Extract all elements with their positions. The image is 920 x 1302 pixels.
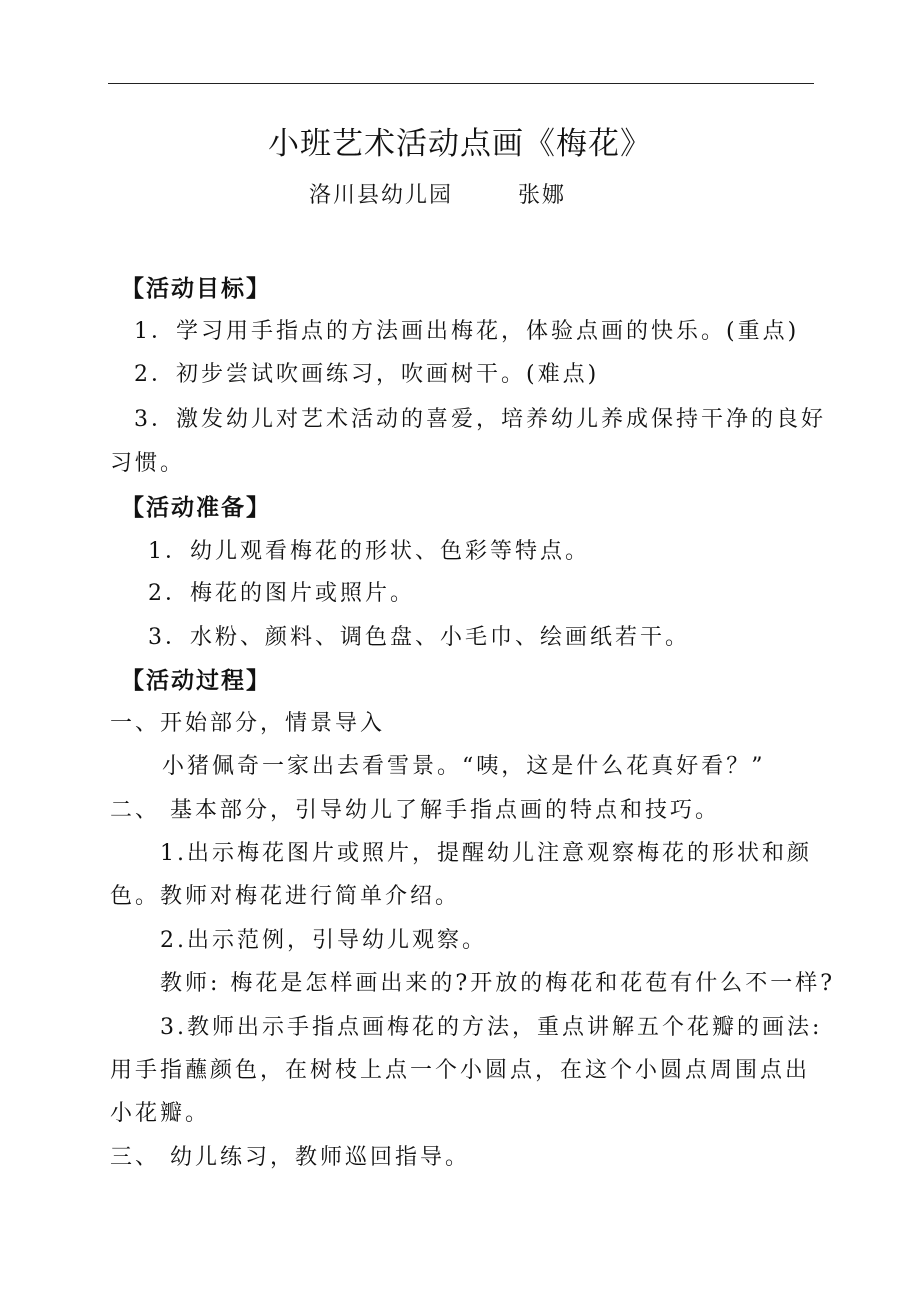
process-line-7: 教师: 梅花是怎样画出来的?开放的梅花和花苞有什么不一样?	[160, 971, 835, 996]
section-heading-preparation: 【活动准备】	[121, 494, 271, 521]
goal-item-2: 2．初步尝试吹画练习，吹画树干。(难点)	[134, 362, 600, 387]
process-line-3: 二、 基本部分，引导幼儿了解手指点画的特点和技巧。	[110, 798, 720, 823]
goal-item-3-continued: 习惯。	[110, 451, 186, 476]
document-title: 小班艺术活动点画《梅花》	[268, 126, 652, 162]
header-rule	[108, 83, 814, 84]
process-line-9: 用手指蘸颜色，在树枝上点一个小圆点，在这个小圆点周围点出	[110, 1058, 811, 1083]
author-name: 张娜	[518, 183, 567, 208]
prep-item-3: 3．水粉、颜料、调色盘、小毛巾、绘画纸若干。	[148, 625, 690, 650]
author-organization: 洛川县幼儿园	[309, 183, 454, 208]
prep-item-2: 2．梅花的图片或照片。	[148, 581, 415, 606]
process-line-10: 小花瓣。	[110, 1101, 211, 1126]
process-line-4: 1.出示梅花图片或照片，提醒幼儿注意观察梅花的形状和颜	[160, 841, 812, 866]
process-line-5: 色。教师对梅花进行简单介绍。	[110, 884, 461, 909]
goal-item-1: 1．学习用手指点的方法画出梅花，体验点画的快乐。(重点)	[134, 319, 800, 344]
process-line-8: 3.教师出示手指点画梅花的方法，重点讲解五个花瓣的画法:	[160, 1015, 823, 1040]
goal-item-3: 3．激发幼儿对艺术活动的喜爱，培养幼儿养成保持干净的良好	[134, 407, 826, 432]
section-heading-process: 【活动过程】	[121, 667, 271, 694]
process-line-2: 小猪佩奇一家出去看雪景。“咦，这是什么花真好看？”	[162, 754, 766, 779]
prep-item-1: 1．幼儿观看梅花的形状、色彩等特点。	[148, 539, 590, 564]
process-line-1: 一、开始部分，情景导入	[110, 711, 386, 736]
section-heading-goals: 【活动目标】	[121, 275, 271, 302]
process-line-11: 三、 幼儿练习，教师巡回指导。	[110, 1145, 470, 1170]
process-line-6: 2.出示范例，引导幼儿观察。	[160, 928, 487, 953]
